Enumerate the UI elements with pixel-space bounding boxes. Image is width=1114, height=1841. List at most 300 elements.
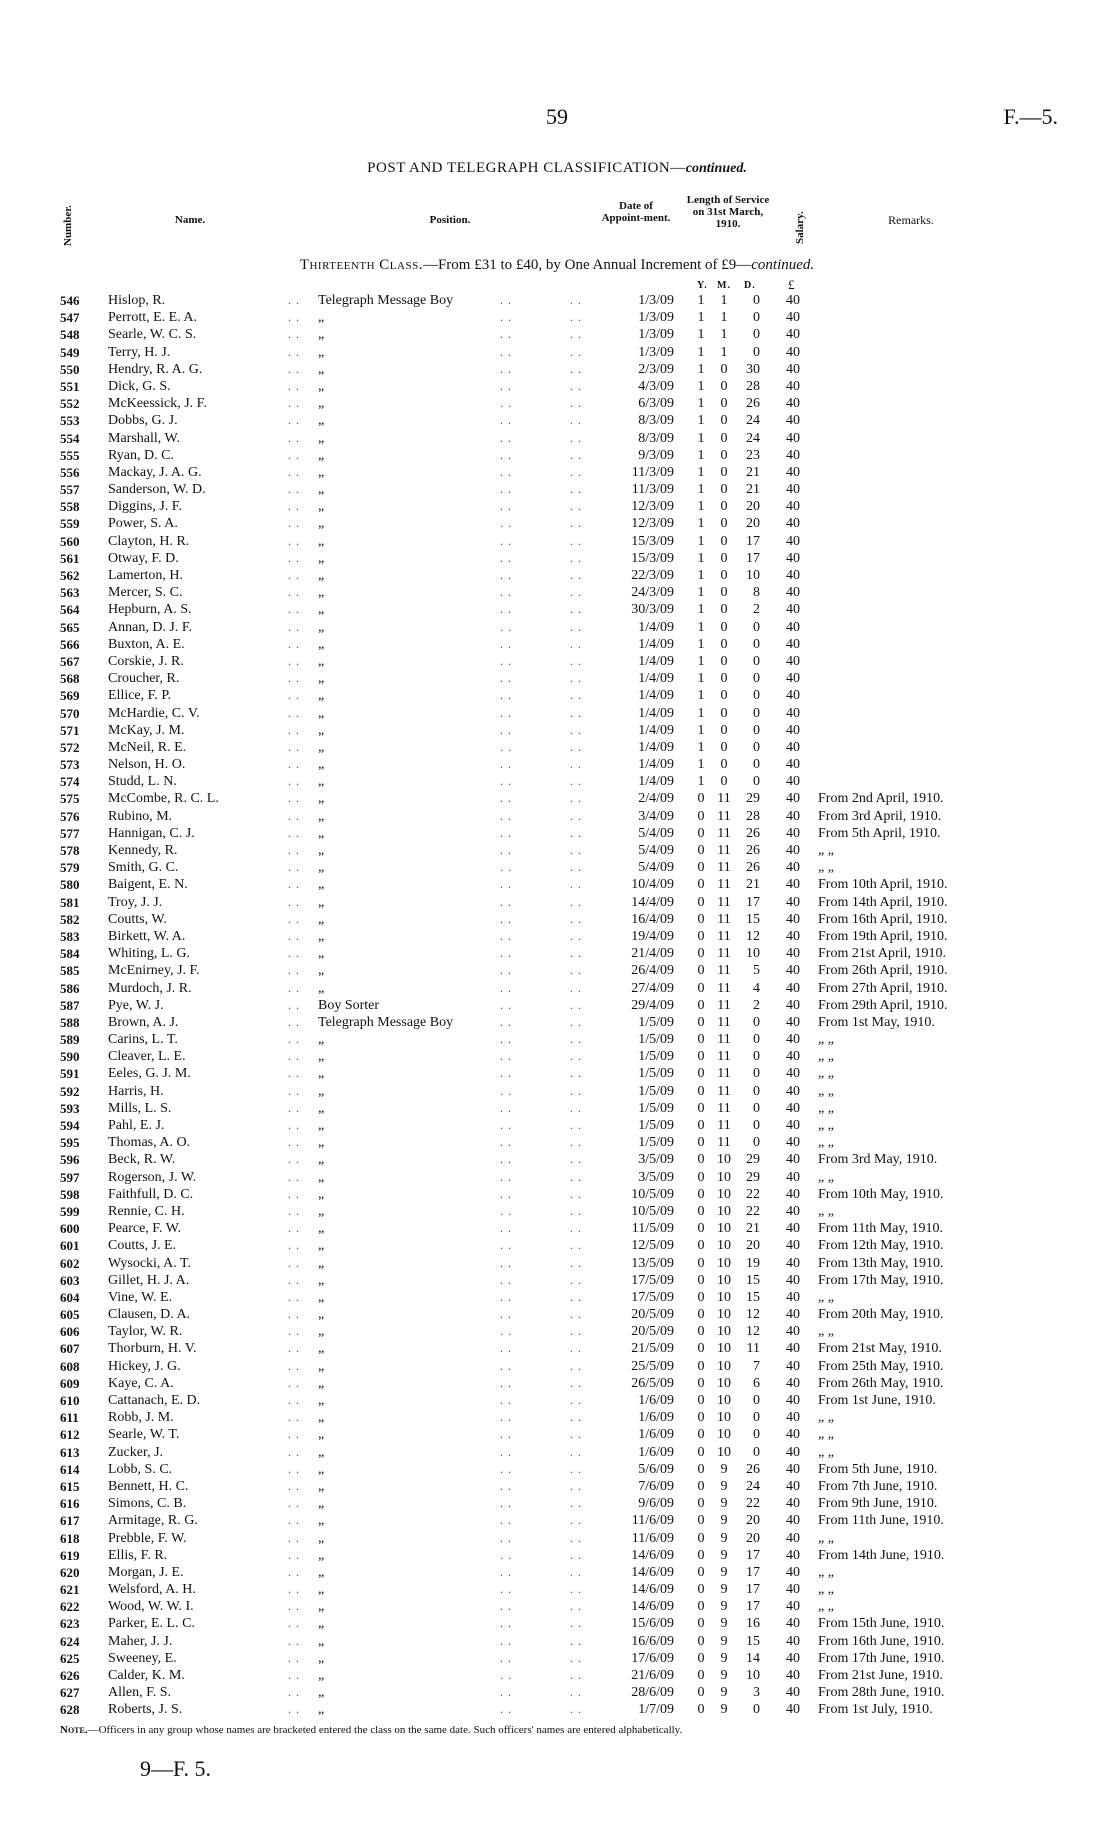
row-appointment-date: 9/6/09 — [638, 1496, 674, 1512]
row-name: Thomas, A. O. — [108, 1135, 191, 1151]
row-leader: . . — [288, 1513, 300, 1528]
row-service-days: 0 — [753, 310, 760, 326]
row-service-days: 17 — [746, 533, 760, 549]
row-position: „ — [318, 963, 325, 979]
row-service-months: 11 — [717, 825, 731, 841]
row-number: 596 — [60, 1152, 80, 1168]
row-service-years: 0 — [697, 808, 705, 824]
row-leader: . . — [570, 447, 582, 462]
row-salary: 40 — [786, 327, 800, 343]
title-continued: continued. — [685, 161, 747, 176]
row-service-days: 0 — [753, 1702, 760, 1718]
row-position: „ — [318, 1461, 325, 1477]
row-name: Coutts, W. — [108, 911, 167, 927]
row-leader: . . — [500, 997, 512, 1012]
row-leader: . . — [500, 1324, 512, 1339]
row-service-years: 1 — [697, 378, 705, 394]
row-service-days: 3 — [753, 1685, 760, 1701]
row-service-months: 9 — [720, 1496, 728, 1512]
row-service-days: 0 — [753, 653, 760, 669]
row-appointment-date: 10/5/09 — [631, 1203, 674, 1219]
row-leader: . . — [288, 1668, 300, 1682]
row-number: 601 — [60, 1238, 80, 1254]
row-salary: 40 — [786, 1135, 800, 1151]
row-leader: . . — [288, 946, 300, 961]
row-service-years: 0 — [697, 1118, 705, 1133]
row-leader: . . — [288, 928, 300, 943]
row-name: Searle, W. C. S. — [108, 327, 197, 343]
row-position: „ — [318, 585, 325, 601]
row-name: Pearce, F. W. — [108, 1221, 182, 1237]
subhead-years: Y. — [697, 280, 708, 291]
row-service-days: 2 — [753, 997, 760, 1013]
row-service-months: 9 — [720, 1478, 728, 1494]
row-position: „ — [318, 1118, 325, 1133]
row-position: „ — [318, 688, 325, 704]
row-leader: . . — [288, 1564, 300, 1579]
row-service-years: 1 — [697, 533, 705, 549]
row-number: 595 — [60, 1135, 80, 1151]
row-remarks: „ „ — [818, 1049, 834, 1065]
row-appointment-date: 1/7/09 — [638, 1702, 674, 1718]
row-appointment-date: 15/6/09 — [631, 1616, 674, 1632]
table-row — [0, 773, 1114, 790]
row-service-days: 0 — [753, 1100, 760, 1116]
row-remarks: „ „ — [818, 1100, 834, 1116]
row-position: „ — [318, 344, 325, 360]
row-service-years: 0 — [697, 980, 705, 996]
row-leader: . . — [288, 1238, 300, 1253]
row-remarks: From 3rd April, 1910. — [818, 808, 942, 824]
row-name: Sanderson, W. D. — [108, 482, 206, 498]
row-position: „ — [318, 1582, 325, 1598]
row-service-days: 5 — [753, 963, 760, 979]
row-salary: 40 — [786, 1083, 800, 1099]
row-appointment-date: 2/4/09 — [638, 791, 674, 807]
row-service-years: 0 — [697, 946, 705, 962]
row-leader: . . — [570, 1427, 582, 1442]
row-leader: . . — [500, 843, 512, 857]
row-position: Telegraph Message Boy — [318, 1014, 454, 1030]
table-row — [0, 1461, 1114, 1478]
row-number: 575 — [60, 791, 80, 807]
row-salary: 40 — [786, 1014, 800, 1030]
row-position: „ — [318, 1186, 325, 1202]
row-leader: . . — [500, 378, 512, 393]
row-service-months: 11 — [717, 1049, 731, 1065]
row-leader: . . — [570, 1564, 582, 1579]
row-leader: . . — [570, 1272, 582, 1287]
table-row — [0, 1615, 1114, 1632]
row-service-years: 0 — [697, 894, 705, 910]
row-appointment-date: 15/3/09 — [631, 550, 674, 566]
row-leader: . . — [570, 1461, 582, 1476]
row-service-months: 0 — [720, 550, 728, 566]
row-leader: . . — [288, 1032, 300, 1047]
row-leader: . . — [570, 1289, 582, 1304]
row-remarks: „ „ — [818, 1444, 834, 1460]
row-service-months: 0 — [720, 447, 728, 463]
row-service-days: 12 — [746, 1324, 760, 1340]
row-name: Cattanach, E. D. — [108, 1393, 201, 1408]
row-salary: 40 — [786, 946, 800, 962]
row-service-months: 1 — [720, 293, 728, 308]
row-number: 598 — [60, 1186, 80, 1202]
row-salary: 40 — [786, 1616, 800, 1632]
row-leader: . . — [570, 671, 582, 686]
row-number: 576 — [60, 808, 80, 824]
row-service-months: 1 — [720, 327, 728, 343]
row-number: 606 — [60, 1324, 80, 1340]
row-name: Wood, W. W. I. — [108, 1599, 194, 1615]
row-position: „ — [318, 1324, 325, 1340]
row-service-years: 0 — [697, 1169, 705, 1185]
row-salary: 40 — [786, 1307, 800, 1323]
row-leader: . . — [500, 877, 512, 892]
row-name: Whiting, L. G. — [108, 946, 191, 962]
row-name: Coutts, J. E. — [108, 1238, 177, 1254]
row-leader: . . — [570, 1478, 582, 1493]
row-leader: . . — [500, 1633, 512, 1648]
row-number: 623 — [60, 1616, 80, 1632]
row-name: Ellis, F. R. — [108, 1547, 168, 1563]
row-number: 620 — [60, 1564, 80, 1580]
table-row — [0, 1340, 1114, 1357]
row-leader: . . — [570, 928, 582, 943]
row-service-years: 1 — [697, 361, 705, 377]
row-remarks: From 17th June, 1910. — [818, 1650, 945, 1666]
row-service-days: 0 — [753, 705, 760, 721]
row-leader: . . — [500, 963, 512, 978]
row-service-years: 1 — [697, 653, 705, 669]
row-remarks: From 16th April, 1910. — [818, 911, 948, 927]
row-position: „ — [318, 1049, 325, 1065]
class-continued: continued. — [751, 257, 815, 273]
row-position: „ — [318, 1152, 325, 1168]
row-leader: . . — [570, 1032, 582, 1047]
row-name: Rogerson, J. W. — [108, 1169, 197, 1185]
row-leader: . . — [570, 757, 582, 772]
row-leader: . . — [570, 911, 582, 926]
row-position: „ — [318, 447, 325, 463]
row-salary: 40 — [786, 568, 800, 583]
row-service-months: 0 — [720, 430, 728, 446]
row-name: Diggins, J. F. — [108, 499, 182, 515]
row-leader: . . — [288, 636, 300, 651]
row-service-years: 1 — [697, 516, 705, 532]
row-leader: . . — [288, 1289, 300, 1304]
row-leader: . . — [288, 1685, 300, 1700]
row-leader: . . — [500, 1203, 512, 1218]
table-row — [0, 1650, 1114, 1667]
row-service-months: 0 — [720, 499, 728, 515]
row-service-days: 20 — [746, 1513, 760, 1529]
row-leader: . . — [570, 378, 582, 393]
table-row — [0, 928, 1114, 945]
row-name: Parker, E. L. C. — [108, 1616, 195, 1632]
row-salary: 40 — [786, 464, 800, 480]
row-service-years: 0 — [697, 877, 705, 893]
row-leader: . . — [288, 911, 300, 926]
row-number: 586 — [60, 980, 80, 996]
row-service-years: 1 — [697, 585, 705, 601]
row-leader: . . — [288, 705, 300, 720]
row-position: „ — [318, 1272, 325, 1288]
row-position: „ — [318, 1547, 325, 1563]
row-leader: . . — [288, 1049, 300, 1064]
row-appointment-date: 1/3/09 — [638, 310, 674, 326]
row-appointment-date: 17/6/09 — [631, 1650, 674, 1666]
row-service-years: 0 — [697, 1444, 705, 1460]
row-remarks: „ „ — [818, 1203, 834, 1219]
row-leader: . . — [570, 602, 582, 617]
table-row — [0, 1530, 1114, 1547]
row-appointment-date: 4/3/09 — [638, 378, 674, 394]
row-leader: . . — [570, 1513, 582, 1528]
row-position: „ — [318, 1100, 325, 1116]
row-service-months: 0 — [720, 464, 728, 480]
row-number: 591 — [60, 1066, 80, 1082]
row-service-years: 1 — [697, 396, 705, 412]
row-position: „ — [318, 1496, 325, 1512]
row-appointment-date: 3/5/09 — [638, 1152, 674, 1168]
row-leader: . . — [570, 1599, 582, 1614]
row-leader: . . — [288, 585, 300, 600]
table-row — [0, 687, 1114, 704]
row-leader: . . — [570, 808, 582, 823]
row-leader: . . — [570, 568, 582, 582]
row-remarks: From 11th June, 1910. — [818, 1513, 944, 1529]
row-position: „ — [318, 310, 325, 326]
row-number: 578 — [60, 843, 80, 858]
row-service-years: 0 — [697, 1513, 705, 1529]
row-number: 574 — [60, 774, 80, 790]
row-position: „ — [318, 1203, 325, 1219]
row-service-days: 0 — [753, 722, 760, 738]
row-number: 569 — [60, 688, 80, 704]
row-service-months: 11 — [717, 894, 731, 910]
row-leader: . . — [570, 464, 582, 479]
row-leader: . . — [288, 1702, 300, 1717]
row-appointment-date: 24/3/09 — [631, 585, 674, 601]
row-service-days: 21 — [746, 464, 760, 480]
row-leader: . . — [500, 722, 512, 737]
row-leader: . . — [500, 499, 512, 514]
row-number: 613 — [60, 1444, 80, 1460]
row-name: Beck, R. W. — [108, 1152, 176, 1168]
row-service-months: 0 — [720, 378, 728, 394]
column-header-name: Name. — [174, 214, 206, 226]
row-leader: . . — [570, 344, 582, 359]
row-leader: . . — [288, 1616, 300, 1631]
row-service-years: 0 — [697, 1186, 705, 1202]
row-remarks: From 16th June, 1910. — [818, 1633, 945, 1649]
table-row — [0, 619, 1114, 636]
row-leader: . . — [288, 1375, 300, 1390]
row-leader: . . — [570, 1049, 582, 1064]
row-name: Sweeney, E. — [108, 1650, 177, 1666]
row-name: Lamerton, H. — [108, 568, 184, 583]
row-service-days: 10 — [746, 1668, 760, 1683]
row-number: 561 — [60, 550, 80, 566]
row-position: „ — [318, 1513, 325, 1529]
row-number: 549 — [60, 344, 80, 360]
row-appointment-date: 19/4/09 — [631, 928, 674, 944]
row-leader: . . — [570, 1100, 582, 1115]
row-leader: . . — [288, 293, 300, 307]
row-service-months: 10 — [717, 1221, 731, 1237]
row-leader: . . — [500, 1255, 512, 1270]
table-row — [0, 1633, 1114, 1650]
table-row — [0, 1203, 1114, 1220]
row-salary: 40 — [786, 705, 800, 721]
row-appointment-date: 26/4/09 — [631, 963, 674, 979]
row-leader: . . — [570, 533, 582, 548]
row-remarks: „ „ — [818, 1289, 834, 1305]
table-row — [0, 636, 1114, 653]
row-salary: 40 — [786, 344, 800, 360]
row-number: 562 — [60, 568, 80, 583]
row-position: „ — [318, 619, 325, 635]
table-row — [0, 756, 1114, 773]
row-leader: . . — [288, 1393, 300, 1407]
row-position: „ — [318, 791, 325, 807]
row-service-days: 4 — [753, 980, 760, 996]
column-header-salary: Salary. — [794, 211, 806, 244]
row-name: Mackay, J. A. G. — [108, 464, 202, 480]
row-appointment-date: 1/4/09 — [638, 722, 674, 738]
row-leader: . . — [500, 1616, 512, 1631]
row-salary: 40 — [786, 533, 800, 549]
row-service-years: 0 — [697, 1100, 705, 1116]
row-leader: . . — [570, 1066, 582, 1081]
row-leader: . . — [500, 1668, 512, 1682]
row-leader: . . — [570, 1118, 582, 1132]
row-position: „ — [318, 602, 325, 618]
row-salary: 40 — [786, 1599, 800, 1615]
row-number: 600 — [60, 1221, 80, 1237]
row-service-years: 1 — [697, 619, 705, 635]
table-row — [0, 997, 1114, 1014]
row-service-days: 17 — [746, 550, 760, 566]
row-number: 597 — [60, 1169, 80, 1185]
row-appointment-date: 1/6/09 — [638, 1444, 674, 1460]
column-header-position: Position. — [429, 214, 471, 226]
row-leader: . . — [288, 1272, 300, 1287]
row-leader: . . — [570, 1221, 582, 1236]
row-appointment-date: 5/4/09 — [638, 825, 674, 841]
row-name: Eeles, G. J. M. — [108, 1066, 191, 1082]
row-service-years: 0 — [697, 1049, 705, 1065]
row-leader: . . — [288, 1152, 300, 1167]
row-service-years: 1 — [697, 636, 705, 652]
row-service-months: 10 — [717, 1307, 731, 1323]
row-leader: . . — [570, 430, 582, 445]
row-number: 605 — [60, 1307, 80, 1323]
row-leader: . . — [570, 1633, 582, 1648]
row-leader: . . — [288, 1135, 300, 1150]
row-service-months: 11 — [717, 1100, 731, 1116]
footer-signature: 9—F. 5. — [140, 1756, 211, 1781]
row-leader: . . — [288, 602, 300, 617]
row-service-months: 0 — [720, 602, 728, 618]
row-remarks: From 5th June, 1910. — [818, 1461, 938, 1477]
row-appointment-date: 1/3/09 — [638, 293, 674, 308]
row-remarks: „ „ — [818, 1564, 834, 1580]
row-leader: . . — [570, 1650, 582, 1665]
row-appointment-date: 1/4/09 — [638, 688, 674, 704]
table-row — [0, 344, 1114, 361]
row-name: Hepburn, A. S. — [108, 602, 192, 618]
row-appointment-date: 21/6/09 — [631, 1668, 674, 1683]
row-name: Prebble, F. W. — [108, 1530, 187, 1546]
row-number: 567 — [60, 653, 80, 669]
row-appointment-date: 30/3/09 — [631, 602, 674, 618]
class-heading — [0, 257, 1114, 274]
row-salary: 40 — [786, 1702, 800, 1718]
row-appointment-date: 20/5/09 — [631, 1307, 674, 1323]
row-leader: . . — [288, 1582, 300, 1597]
table-row — [0, 567, 1114, 584]
row-salary: 40 — [786, 980, 800, 996]
row-salary: 40 — [786, 911, 800, 927]
row-leader: . . — [500, 447, 512, 462]
row-leader: . . — [288, 739, 300, 754]
table-row — [0, 1358, 1114, 1375]
table-row — [0, 1426, 1114, 1443]
row-salary: 40 — [786, 1668, 800, 1683]
table-row — [0, 842, 1114, 859]
row-appointment-date: 6/3/09 — [638, 396, 674, 412]
table-row — [0, 1014, 1114, 1031]
row-leader: . . — [570, 585, 582, 600]
row-remarks: „ „ — [818, 843, 834, 858]
row-service-days: 8 — [753, 585, 760, 601]
row-appointment-date: 10/4/09 — [631, 877, 674, 893]
table-row — [0, 980, 1114, 997]
row-appointment-date: 1/6/09 — [638, 1393, 674, 1408]
row-name: Roberts, J. S. — [108, 1702, 183, 1718]
row-service-months: 0 — [720, 722, 728, 738]
row-leader: . . — [570, 894, 582, 909]
row-service-months: 11 — [717, 1083, 731, 1099]
row-service-years: 0 — [697, 1152, 705, 1168]
row-name: Bennett, H. C. — [108, 1478, 189, 1494]
row-remarks: From 15th June, 1910. — [818, 1616, 945, 1632]
row-service-years: 0 — [697, 1324, 705, 1340]
row-salary: 40 — [786, 396, 800, 412]
row-leader: . . — [570, 997, 582, 1012]
row-service-years: 0 — [697, 1203, 705, 1219]
table-row — [0, 1323, 1114, 1340]
row-name: Simons, C. B. — [108, 1496, 187, 1512]
row-service-days: 0 — [753, 1444, 760, 1460]
row-service-days: 15 — [746, 1272, 760, 1288]
row-position: „ — [318, 825, 325, 841]
table-row — [0, 739, 1114, 756]
row-remarks: From 17th May, 1910. — [818, 1272, 944, 1288]
row-service-months: 11 — [717, 1135, 731, 1151]
row-name: Robb, J. M. — [108, 1410, 174, 1426]
row-leader: . . — [288, 327, 300, 342]
row-service-days: 0 — [753, 1032, 760, 1048]
subhead-days: D. — [744, 280, 756, 291]
row-service-days: 0 — [753, 344, 760, 360]
row-salary: 40 — [786, 602, 800, 618]
row-service-months: 9 — [720, 1616, 728, 1632]
row-service-years: 0 — [697, 1427, 705, 1443]
row-appointment-date: 14/4/09 — [631, 894, 674, 910]
